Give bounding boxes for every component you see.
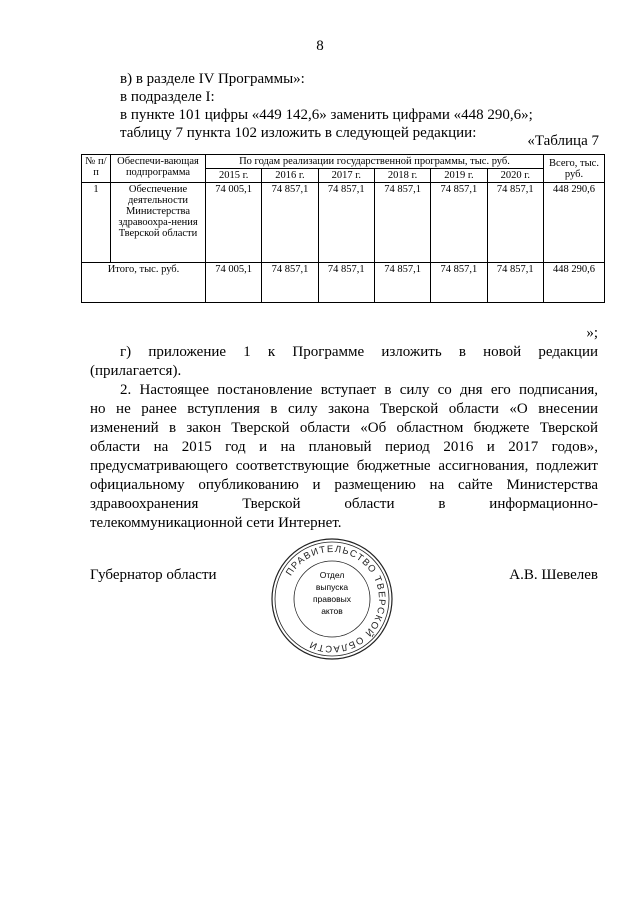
total-value: 74 857,1: [431, 263, 487, 303]
header-num: № п/п: [82, 155, 111, 183]
stamp-center-text: [302, 569, 362, 617]
total-value: 74 857,1: [318, 263, 374, 303]
row-value: 74 005,1: [206, 183, 262, 263]
header-year: 2016 г.: [262, 169, 318, 183]
intro-lines: [120, 70, 600, 142]
row-value: 74 857,1: [431, 183, 487, 263]
header-year: 2018 г.: [374, 169, 430, 183]
header-total: Всего, тыс. руб.: [544, 155, 605, 183]
stamp-line: Отдел: [319, 570, 345, 580]
paragraph-line: телекоммуникационной сети Интернет.: [90, 515, 342, 531]
paragraph-g: [90, 343, 598, 381]
signature-name: А.В. Шевелев: [509, 567, 598, 583]
paragraph-line: официальному опубликованию и размещению на сайте Министерства: [90, 477, 598, 493]
total-grand: 448 290,6: [544, 263, 605, 303]
row-value: 74 857,1: [318, 183, 374, 263]
intro-line: таблицу 7 пункта 102 изложить в следующей редакции:: [120, 125, 477, 141]
table-7: [81, 154, 605, 303]
header-years-group: По годам реализации государственной программы, тыс. руб.: [206, 155, 544, 169]
row-total: 448 290,6: [544, 183, 605, 263]
page-number: 8: [316, 38, 324, 54]
paragraph-line: г) приложение 1 к Программе изложить в новой редакции: [120, 344, 598, 360]
paragraph-2: [90, 381, 598, 533]
stamp-line: актов: [321, 606, 343, 616]
table-end-mark: »;: [586, 325, 598, 341]
paragraph-line: здравоохранения Тверской области в информационно-: [90, 496, 598, 512]
total-value: 74 005,1: [206, 263, 262, 303]
header-year: 2015 г.: [206, 169, 262, 183]
intro-line: в подразделе I:: [120, 89, 215, 105]
paragraph-line: изменений в закон Тверской области «Об областном бюджете Тверской: [90, 420, 598, 436]
header-year: 2017 г.: [318, 169, 374, 183]
row-num: 1: [82, 183, 111, 263]
row-value: 74 857,1: [262, 183, 318, 263]
row-value: 74 857,1: [487, 183, 543, 263]
header-year: 2020 г.: [487, 169, 543, 183]
row-name: Обеспечение деятельности Министерства здравоохра-нения Тверской области: [111, 183, 206, 263]
total-row: [82, 263, 605, 303]
total-label: Итого, тыс. руб.: [82, 263, 206, 303]
total-value: 74 857,1: [262, 263, 318, 303]
paragraph-line: (прилагается).: [90, 363, 182, 379]
total-value: 74 857,1: [374, 263, 430, 303]
stamp-ring-text: ПРАВИТЕЛЬСТВО ТВЕРСКОЙ ОБЛАСТИ: [284, 543, 388, 655]
table-caption: «Таблица 7: [527, 133, 599, 149]
header-year: 2019 г.: [431, 169, 487, 183]
paragraph-line: области на 2015 год и на плановый период 2016 и 2017 годов»,: [90, 439, 598, 455]
row-value: 74 857,1: [374, 183, 430, 263]
stamp-line: правовых: [312, 594, 352, 604]
intro-line: в) в разделе IV Программы»:: [120, 71, 305, 87]
intro-line: в пункте 101 цифры «449 142,6» заменить цифрами «448 290,6»;: [120, 107, 533, 123]
total-value: 74 857,1: [487, 263, 543, 303]
stamp-line: выпуска: [315, 582, 349, 592]
paragraph-line: но не ранее вступления в силу закона Тверской области «О внесении: [90, 401, 598, 417]
paragraph-line: 2. Настоящее постановление вступает в силу со дня его подписания,: [120, 382, 598, 398]
header-subprogram: Обеспечи-вающая подпрограмма: [111, 155, 206, 183]
signature-title: Губернатор области: [90, 567, 217, 583]
table-row: [82, 183, 605, 263]
paragraph-line: предусматривающего соответствующие бюджетные ассигнования, подлежит: [90, 458, 598, 474]
